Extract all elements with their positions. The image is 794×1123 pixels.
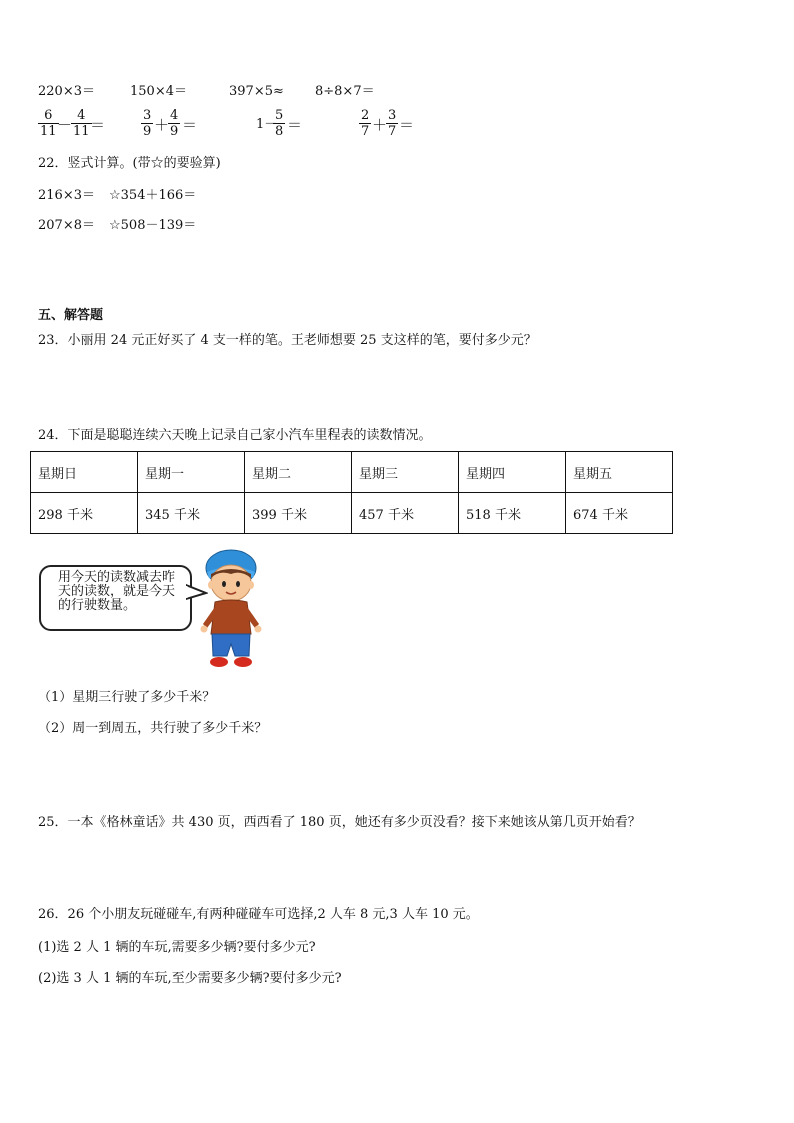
table-cell: 345 千米 bbox=[138, 493, 245, 534]
boy-illustration bbox=[195, 548, 267, 672]
odometer-table bbox=[30, 451, 673, 534]
table-row bbox=[31, 493, 673, 534]
fraction: 3 7 bbox=[388, 108, 397, 139]
fraction: 6 11 bbox=[40, 108, 57, 139]
question-26-title: 26．26 个小朋友玩碰碰车,有两种碰碰车可选择,2 人车 8 元,3 人车 10 元。 bbox=[38, 907, 479, 922]
question-22-title: 22．竖式计算。(带☆的要验算) bbox=[38, 156, 221, 171]
fraction: 2 7 bbox=[361, 108, 370, 139]
table-header-cell: 星期三 bbox=[352, 452, 459, 493]
question-26-part-1: (1)选 2 人 1 辆的车玩,需要多少辆?要付多少元? bbox=[38, 940, 316, 955]
table-header-cell: 星期二 bbox=[245, 452, 352, 493]
q22-item-3: 207×8＝ bbox=[38, 218, 95, 233]
table-row bbox=[31, 452, 673, 493]
q22-item-2: ☆354＋166＝ bbox=[109, 188, 197, 203]
table-cell: 457 千米 bbox=[352, 493, 459, 534]
calc-item-2: 150×4＝ bbox=[130, 84, 187, 99]
q22-item-4: ☆508－139＝ bbox=[109, 218, 197, 233]
calc-item-1: 220×3＝ bbox=[38, 84, 95, 99]
question-26-part-2: (2)选 3 人 1 辆的车玩,至少需要多少辆?要付多少元? bbox=[38, 971, 342, 986]
table-cell: 518 千米 bbox=[459, 493, 566, 534]
fraction: 5 8 bbox=[275, 108, 284, 139]
table-cell: 674 千米 bbox=[566, 493, 673, 534]
section-heading: 五、解答题 bbox=[38, 308, 104, 323]
question-24-part-1: （1）星期三行驶了多少千米？ bbox=[38, 690, 216, 705]
table-header-cell: 星期日 bbox=[31, 452, 138, 493]
table-cell: 399 千米 bbox=[245, 493, 352, 534]
fraction: 3 9 bbox=[143, 108, 152, 139]
q22-item-1: 216×3＝ bbox=[38, 188, 95, 203]
speech-bubble-text: 用今天的读数减去昨天的读数，就是今天的行驶数量。 bbox=[58, 570, 176, 613]
question-24-title: 24．下面是聪聪连续六天晚上记录自己家小汽车里程表的读数情况。 bbox=[38, 428, 432, 443]
fraction: 4 9 bbox=[170, 108, 179, 139]
table-cell: 298 千米 bbox=[31, 493, 138, 534]
table-header-cell: 星期一 bbox=[138, 452, 245, 493]
question-23: 23．小丽用 24 元正好买了 4 支一样的笔。王老师想要 25 支这样的笔，要付多少元？ bbox=[38, 333, 537, 348]
calc-item-4: 8÷8×7＝ bbox=[315, 84, 375, 99]
question-25: 25．一本《格林童话》共 430 页，西西看了 180 页，她还有多少页没看？接下来她该从第几页开始看？ bbox=[38, 815, 641, 830]
calc-item-3: 397×5≈ bbox=[229, 84, 284, 99]
fraction: 4 11 bbox=[73, 108, 90, 139]
question-24-part-2: （2）周一到周五，共行驶了多少千米？ bbox=[38, 721, 268, 736]
table-header-cell: 星期四 bbox=[459, 452, 566, 493]
table-header-cell: 星期五 bbox=[566, 452, 673, 493]
